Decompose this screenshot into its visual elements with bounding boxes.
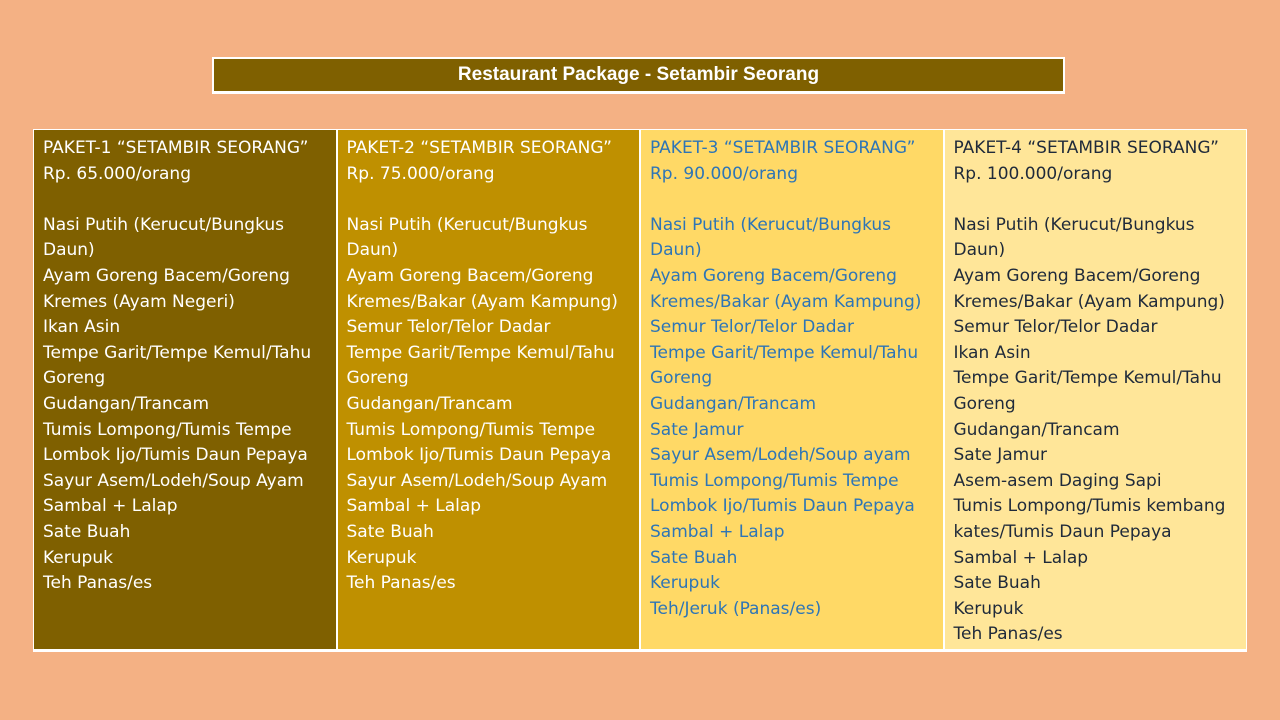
menu-item: Ikan Asin bbox=[43, 317, 121, 338]
menu-item: Sate Buah bbox=[953, 573, 1041, 594]
menu-item: Kremes (Ayam Negeri) bbox=[43, 291, 235, 312]
menu-item: Kremes/Bakar (Ayam Kampung) bbox=[953, 291, 1225, 312]
menu-item: Lombok Ijo/Tumis Daun Pepaya bbox=[43, 445, 308, 466]
menu-item: Sayur Asem/Lodeh/Soup Ayam bbox=[346, 470, 608, 491]
menu-item: Kerupuk bbox=[953, 598, 1024, 619]
menu-list bbox=[43, 213, 336, 597]
menu-item: Tumis Lompong/Tumis kembang bbox=[953, 496, 1226, 517]
menu-item: Ayam Goreng Bacem/Goreng bbox=[953, 265, 1201, 286]
package-column-3 bbox=[641, 130, 945, 649]
menu-item: Gudangan/Trancam bbox=[346, 393, 513, 414]
menu-item: Kerupuk bbox=[43, 547, 113, 568]
menu-item: Lombok Ijo/Tumis Daun Pepaya bbox=[650, 496, 915, 517]
menu-item: Gudangan/Trancam bbox=[43, 393, 210, 414]
menu-item: Daun) bbox=[650, 240, 702, 261]
menu-item: Teh Panas/es bbox=[953, 624, 1063, 645]
menu-item: Ayam Goreng Bacem/Goreng bbox=[650, 265, 897, 286]
menu-item: Kremes/Bakar (Ayam Kampung) bbox=[650, 291, 922, 312]
menu-item: Tempe Garit/Tempe Kemul/Tahu bbox=[650, 342, 919, 363]
menu-item: Sambal + Lalap bbox=[43, 496, 178, 517]
menu-item: Nasi Putih (Kerucut/Bungkus bbox=[650, 214, 892, 235]
page-title: Restaurant Package - Setambir Seorang bbox=[457, 64, 820, 85]
menu-item: Sate Buah bbox=[650, 547, 738, 568]
package-price: Rp. 75.000/orang bbox=[346, 163, 495, 184]
package-name: PAKET-4 “SETAMBIR SEORANG” bbox=[953, 138, 1219, 158]
menu-item: Teh Panas/es bbox=[43, 573, 153, 594]
menu-item: Daun) bbox=[953, 240, 1006, 261]
package-price: Rp. 90.000/orang bbox=[650, 163, 798, 184]
menu-item: Daun) bbox=[346, 240, 399, 261]
menu-item: Goreng bbox=[953, 393, 1016, 414]
menu-item: Goreng bbox=[650, 368, 713, 389]
package-name: PAKET-2 “SETAMBIR SEORANG” bbox=[346, 138, 612, 158]
menu-item: Kerupuk bbox=[650, 573, 720, 594]
menu-item: Sate Jamur bbox=[650, 419, 744, 440]
menu-item: Teh/Jeruk (Panas/es) bbox=[650, 598, 822, 619]
package-column-4 bbox=[945, 130, 1247, 649]
menu-item: Ikan Asin bbox=[953, 342, 1031, 363]
menu-item: Semur Telor/Telor Dadar bbox=[346, 317, 551, 338]
menu-item: kates/Tumis Daun Pepaya bbox=[953, 521, 1172, 542]
menu-item: Nasi Putih (Kerucut/Bungkus bbox=[346, 214, 588, 235]
menu-item: Tumis Lompong/Tumis Tempe bbox=[346, 419, 596, 440]
menu-item: Nasi Putih (Kerucut/Bungkus bbox=[953, 214, 1195, 235]
menu-item: Lombok Ijo/Tumis Daun Pepaya bbox=[346, 445, 612, 466]
menu-item: Tumis Lompong/Tumis Tempe bbox=[43, 419, 292, 440]
menu-item: Sate Buah bbox=[346, 521, 434, 542]
menu-item: Asem-asem Daging Sapi bbox=[953, 470, 1162, 491]
package-price: Rp. 100.000/orang bbox=[953, 163, 1113, 184]
package-name: PAKET-3 “SETAMBIR SEORANG” bbox=[650, 138, 916, 158]
menu-item: Semur Telor/Telor Dadar bbox=[953, 317, 1158, 338]
menu-item: Gudangan/Trancam bbox=[953, 419, 1120, 440]
menu-item: Ayam Goreng Bacem/Goreng bbox=[346, 265, 594, 286]
menu-list bbox=[954, 213, 1247, 648]
menu-item: Tempe Garit/Tempe Kemul/Tahu bbox=[43, 342, 312, 363]
menu-item: Nasi Putih (Kerucut/Bungkus bbox=[43, 214, 285, 235]
menu-item: Gudangan/Trancam bbox=[650, 393, 817, 414]
menu-item: Sate Jamur bbox=[953, 445, 1047, 466]
menu-item: Tempe Garit/Tempe Kemul/Tahu bbox=[953, 368, 1222, 389]
menu-item: Sambal + Lalap bbox=[953, 547, 1089, 568]
package-column-1 bbox=[34, 130, 338, 649]
menu-item: Goreng bbox=[346, 368, 409, 389]
menu-item: Sambal + Lalap bbox=[650, 521, 785, 542]
package-price: Rp. 65.000/orang bbox=[43, 163, 191, 184]
menu-item: Sayur Asem/Lodeh/Soup ayam bbox=[650, 445, 911, 466]
package-name: PAKET-1 “SETAMBIR SEORANG” bbox=[43, 138, 309, 158]
menu-item: Goreng bbox=[43, 368, 106, 389]
package-column-2 bbox=[338, 130, 642, 649]
package-table bbox=[33, 129, 1247, 652]
menu-item: Ayam Goreng Bacem/Goreng bbox=[43, 265, 290, 286]
menu-item: Sate Buah bbox=[43, 521, 131, 542]
menu-item: Kerupuk bbox=[346, 547, 417, 568]
menu-item: Kremes/Bakar (Ayam Kampung) bbox=[346, 291, 618, 312]
menu-list bbox=[650, 213, 943, 623]
menu-item: Tumis Lompong/Tumis Tempe bbox=[650, 470, 899, 491]
menu-item: Sayur Asem/Lodeh/Soup Ayam bbox=[43, 470, 304, 491]
menu-item: Tempe Garit/Tempe Kemul/Tahu bbox=[346, 342, 615, 363]
menu-item: Teh Panas/es bbox=[346, 573, 456, 594]
title-banner bbox=[212, 57, 1065, 94]
menu-item: Daun) bbox=[43, 240, 95, 261]
menu-list bbox=[347, 213, 640, 597]
menu-item: Semur Telor/Telor Dadar bbox=[650, 317, 854, 338]
menu-item: Sambal + Lalap bbox=[346, 496, 482, 517]
